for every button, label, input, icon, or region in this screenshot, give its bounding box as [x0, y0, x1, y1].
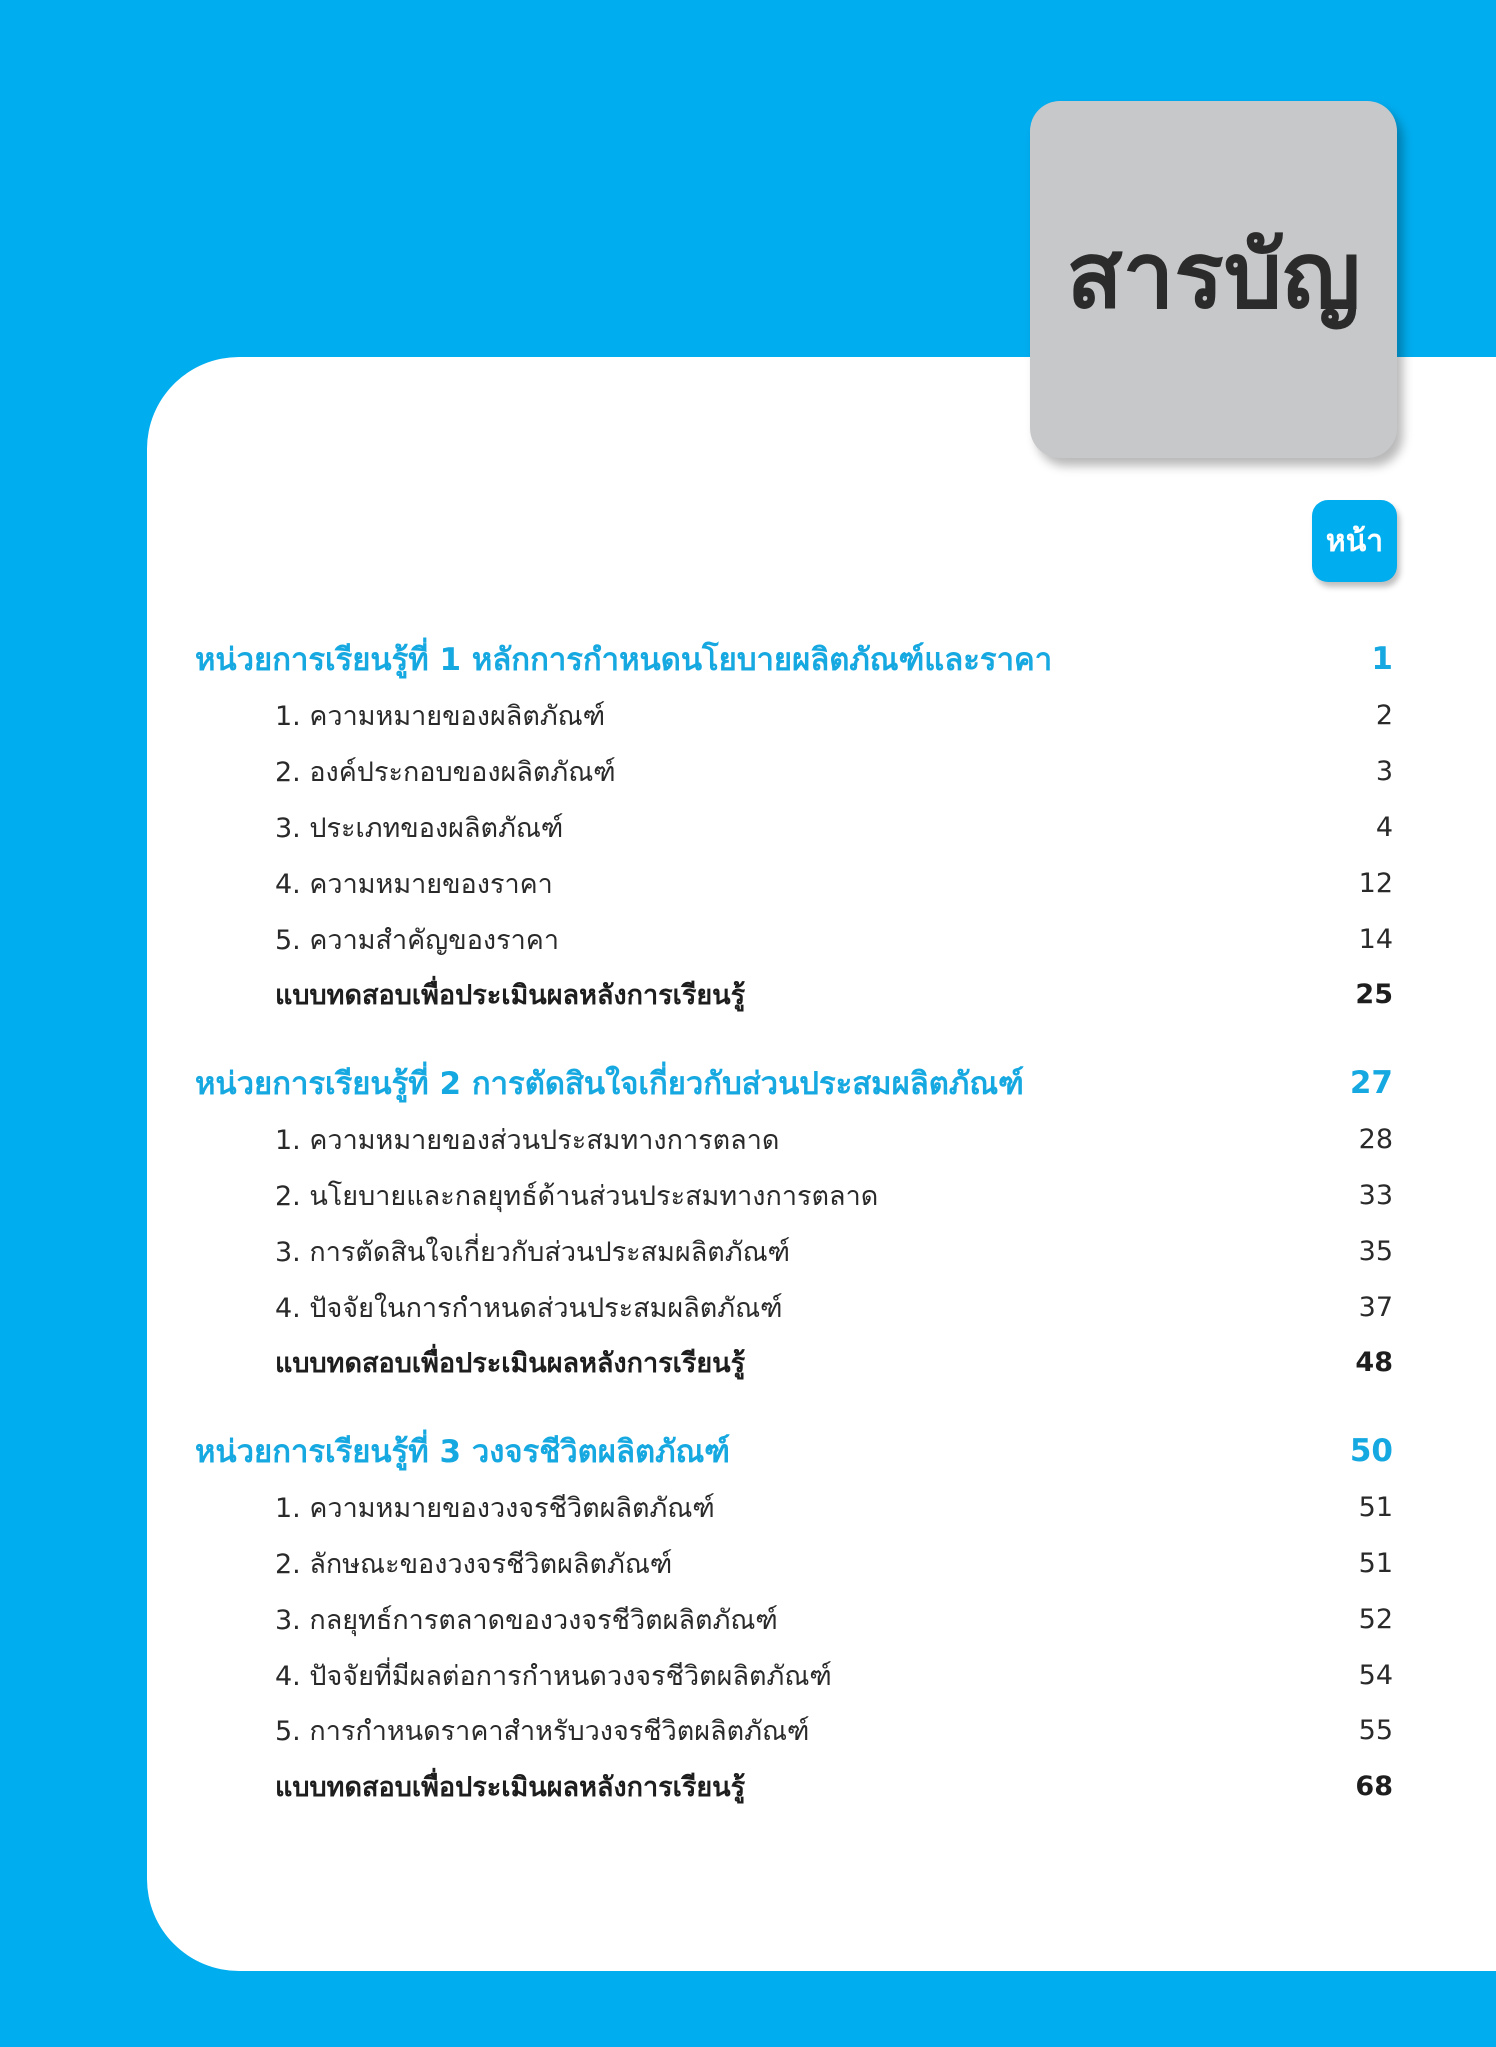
toc-item-page: 37 — [1358, 1291, 1393, 1323]
toc-item-label: 5. การกำหนดราคาสำหรับวงจรชีวิตผลิตภัณฑ์ — [275, 1716, 810, 1748]
toc-unit-3 — [195, 1422, 1395, 1815]
toc-item[interactable] — [195, 1536, 1395, 1592]
toc-item-page: 28 — [1358, 1124, 1393, 1156]
quiz-page: 68 — [1355, 1771, 1393, 1803]
toc-item-page: 4 — [1375, 811, 1393, 843]
table-of-contents — [195, 630, 1395, 1846]
toc-item[interactable] — [195, 1168, 1395, 1224]
toc-item-label: 5. ความสำคัญของราคา — [275, 924, 559, 956]
toc-item-page: 14 — [1358, 923, 1393, 955]
quiz-label: แบบทดสอบเพื่อประเมินผลหลังการเรียนรู้ — [275, 1348, 746, 1380]
page-title: สารบัญ — [1066, 222, 1361, 329]
toc-quiz-item[interactable] — [195, 1759, 1395, 1815]
toc-item[interactable] — [195, 1112, 1395, 1168]
toc-item-page: 51 — [1358, 1492, 1393, 1524]
unit-title: หน่วยการเรียนรู้ที่ 1 หลักการกำหนดนโยบายผลิตภัณฑ์และราคา — [195, 642, 1053, 678]
toc-item-label: 4. ปัจจัยที่มีผลต่อการกำหนดวงจรชีวิตผลิตภัณฑ์ — [275, 1660, 832, 1692]
unit-page-number: 50 — [1349, 1432, 1393, 1469]
toc-item-label: 4. ความหมายของราคา — [275, 868, 553, 900]
toc-unit-2 — [195, 1054, 1395, 1391]
toc-item[interactable] — [195, 911, 1395, 967]
toc-item-label: 2. ลักษณะของวงจรชีวิตผลิตภัณฑ์ — [275, 1548, 673, 1580]
toc-item-page: 52 — [1358, 1603, 1393, 1635]
toc-item[interactable] — [195, 1223, 1395, 1279]
page-column-badge: หน้า — [1312, 500, 1397, 582]
toc-item-label: 3. การตัดสินใจเกี่ยวกับส่วนประสมผลิตภัณฑ์ — [275, 1236, 791, 1268]
toc-quiz-item[interactable] — [195, 1335, 1395, 1391]
quiz-label: แบบทดสอบเพื่อประเมินผลหลังการเรียนรู้ — [275, 1772, 746, 1804]
toc-item[interactable] — [195, 1647, 1395, 1703]
toc-item-label: 1. ความหมายของผลิตภัณฑ์ — [275, 701, 606, 733]
quiz-page: 48 — [1355, 1347, 1393, 1379]
toc-unit-1 — [195, 630, 1395, 1023]
toc-quiz-item[interactable] — [195, 967, 1395, 1023]
toc-item-page: 33 — [1358, 1179, 1393, 1211]
toc-item-label: 1. ความหมายของส่วนประสมทางการตลาด — [275, 1125, 780, 1157]
toc-item-label: 2. นโยบายและกลยุทธ์ด้านส่วนประสมทางการตลาด — [275, 1180, 879, 1212]
toc-item-page: 2 — [1375, 700, 1393, 732]
toc-item-label: 1. ความหมายของวงจรชีวิตผลิตภัณฑ์ — [275, 1493, 715, 1525]
toc-item-page: 35 — [1358, 1235, 1393, 1267]
toc-item-label: 2. องค์ประกอบของผลิตภัณฑ์ — [275, 757, 616, 789]
toc-item-label: 3. กลยุทธ์การตลาดของวงจรชีวิตผลิตภัณฑ์ — [275, 1604, 778, 1636]
unit-heading[interactable] — [195, 1054, 1395, 1112]
toc-item[interactable] — [195, 1703, 1395, 1759]
unit-title: หน่วยการเรียนรู้ที่ 3 วงจรชีวิตผลิตภัณฑ์ — [195, 1433, 731, 1470]
toc-item-page: 12 — [1358, 867, 1393, 899]
unit-page-number: 1 — [1371, 641, 1393, 677]
unit-heading[interactable] — [195, 630, 1395, 688]
quiz-page: 25 — [1355, 979, 1393, 1011]
unit-title: หน่วยการเรียนรู้ที่ 2 การตัดสินใจเกี่ยวกับส่วนประสมผลิตภัณฑ์ — [195, 1065, 1024, 1102]
unit-page-number: 27 — [1349, 1064, 1393, 1101]
toc-item[interactable] — [195, 800, 1395, 856]
toc-item[interactable] — [195, 1591, 1395, 1647]
toc-item[interactable] — [195, 855, 1395, 911]
toc-item[interactable] — [195, 1480, 1395, 1536]
toc-item[interactable] — [195, 744, 1395, 800]
toc-item-label: 3. ประเภทของผลิตภัณฑ์ — [275, 812, 564, 844]
toc-item[interactable] — [195, 1279, 1395, 1335]
quiz-label: แบบทดสอบเพื่อประเมินผลหลังการเรียนรู้ — [275, 980, 746, 1012]
toc-item[interactable] — [195, 688, 1395, 744]
toc-item-page: 51 — [1358, 1547, 1393, 1579]
unit-heading[interactable] — [195, 1422, 1395, 1480]
toc-item-page: 3 — [1375, 756, 1393, 788]
toc-item-label: 4. ปัจจัยในการกำหนดส่วนประสมผลิตภัณฑ์ — [275, 1292, 783, 1324]
toc-item-page: 54 — [1358, 1659, 1393, 1691]
toc-item-page: 55 — [1358, 1715, 1393, 1747]
title-box — [1030, 101, 1397, 458]
